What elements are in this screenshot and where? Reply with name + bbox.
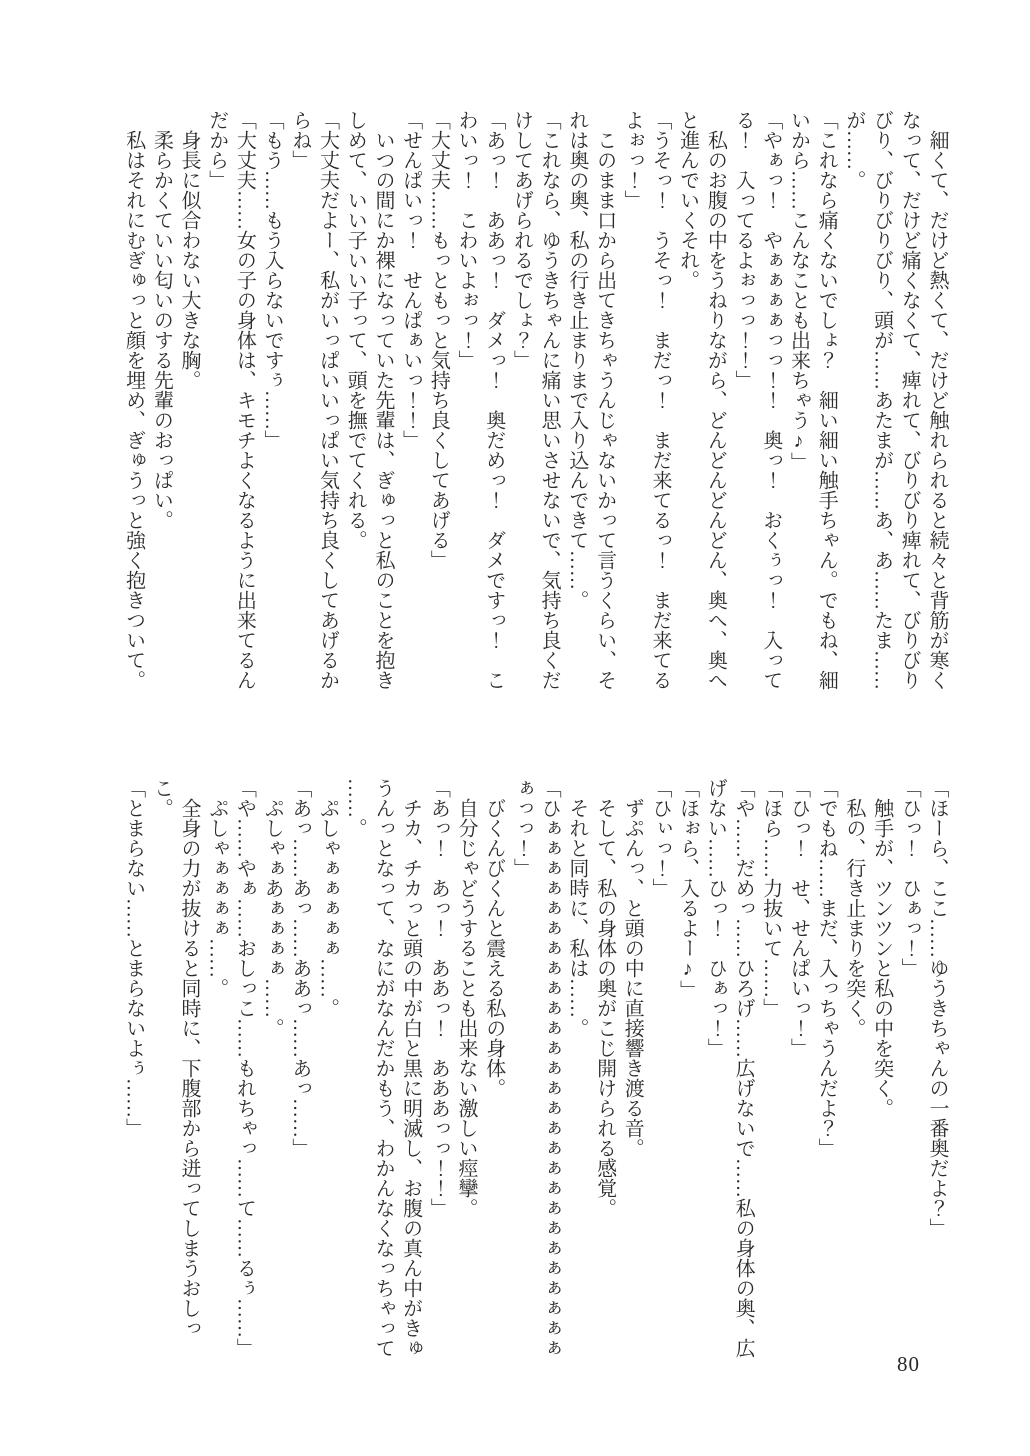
text-line: しめて、いい子いい子って、頭を撫でてくれる。 <box>344 110 367 550</box>
text-line: ぷしゃぁぁぁぁ……。 <box>205 778 228 998</box>
text-line: ぷしゃぁぁぁぁぁ……。 <box>316 778 339 1018</box>
text-line: いつの間にか裸になっていた先輩は、ぎゅっと私のことを抱き <box>371 110 394 690</box>
text-line: ぷしゃぁあぁぁぁぁ……。 <box>261 778 284 1038</box>
text-line: 柔らかくていい匂いのする先輩のおっぱい。 <box>150 110 173 530</box>
text-line: 細くて、だけど熱くて、だけど触れられると続々と背筋が寒く <box>926 110 948 690</box>
text-line: 自分じゃどうすることも出来ない激しい痙攣。 <box>455 778 478 1218</box>
text-line: 触手が、ツンツンと私の中を突く。 <box>870 778 893 1118</box>
text-line: 「でもね……まだ、入っちゃうんだよ？」 <box>815 778 838 1158</box>
text-line: ずぷんっ、と頭の中に直接響き渡る音。 <box>621 778 644 1158</box>
text-line: よぉっ！」 <box>621 110 644 210</box>
text-line: れは奥の奥、私の行き止まりまで入り込んできて……。 <box>565 110 588 610</box>
text-line: 「大丈夫……女の子の身体は、キモチよくなるように出来てるん <box>233 110 256 690</box>
page-number: 80 <box>897 1352 920 1376</box>
text-line: 「とまらない……とまらないよぅ……」 <box>122 778 145 1138</box>
text-line: うんっとなって、なにがなんだかもう、わかんなくなっちゃって <box>371 778 394 1358</box>
text-line: 「ほぉら、入るよー♪」 <box>676 778 699 1000</box>
text-line: 「あっ！ ああっ！ ダメっ！ 奥だめっ！ ダメですっ！ こ <box>482 110 505 690</box>
text-line: 「ひっ！ せ、せんぱいっ！」 <box>787 778 810 1058</box>
text-line: 「これなら痛くないでしょ？ 細い細い触手ちゃん。でもね、細 <box>815 110 838 690</box>
text-line: と進んでいくそれ。 <box>676 110 699 290</box>
text-line: らね」 <box>288 110 311 170</box>
text-block-bottom <box>119 778 950 1362</box>
text-line: 身長に似合わない大きな胸。 <box>178 110 201 390</box>
text-line: 「やぁっ！ やぁぁぁぁっっ！！ 奥っ！ おくぅっ！ 入って <box>759 110 782 690</box>
text-line: 「せんぱいっ！ せんぱぁいっ！！」 <box>399 110 422 450</box>
text-line: びり、びりびりびり、頭が……あたまが……あ、あ……たま…… <box>870 110 893 690</box>
text-line: が……。 <box>842 110 865 190</box>
text-line: びくんびくんと震える私の身体。 <box>482 778 505 1098</box>
text-line: 「あっ……あっ……ああっ……あっ……」 <box>288 778 311 1158</box>
text-line: 私はそれにむぎゅっと顔を埋め、ぎゅうっと強く抱きついて。 <box>122 110 145 690</box>
text-line: チカ、チカっと頭の中が白と黒に明滅し、お腹の真ん中がきゅ <box>399 778 422 1358</box>
text-line: このまま口から出てきちゃうんじゃないかって言うくらい、そ <box>593 110 616 690</box>
text-line: 「あっ！ あっ！ ああっ！ あああっっ！！」 <box>427 778 450 1218</box>
text-line: げない……ひっ！ ひぁっ！」 <box>704 778 727 1058</box>
text-line: 「ほら……力抜いて……」 <box>759 778 782 1018</box>
text-line: 「ひぁぁぁぁぁぁぁぁぁぁぁぁぁぁぁぁぁぁぁぁぁぁぁぁぁぁぁ <box>538 778 561 1358</box>
text-line: 「ひっ！ ひぁっ！」 <box>898 778 921 978</box>
text-line: る！ 入ってるよぉっっ！！」 <box>732 110 755 390</box>
text-line: 私のお腹の中をうねりながら、どんどんどんどん、奥へ、奥へ <box>704 110 727 690</box>
text-line: 「や……やぁ……おしっこ……もれちゃっ……て……るぅ……」 <box>233 778 256 1358</box>
text-line: それと同時に、私は……。 <box>565 778 588 1038</box>
text-line: ……。 <box>344 778 367 838</box>
text-line: 「や……だめっ……ひろげ……広げないで……私の身体の奥、広 <box>732 778 755 1358</box>
text-block-top <box>119 110 950 694</box>
text-line: ぁっっ！」 <box>510 778 533 878</box>
text-line: 全身の力が抜けると同時に、下腹部から迸ってしまうおしっ <box>178 778 201 1338</box>
text-line: なって、だけど痛くなくて、痺れて、びりびり痺れて、びりびり <box>898 110 921 690</box>
text-line: けしてあげられるでしょ？」 <box>510 110 533 370</box>
text-line: 「ほーら、ここ……ゆうきちゃんの一番奥だよ？」 <box>926 778 948 1238</box>
text-line: わいっ！ こわいよぉっ！」 <box>455 110 478 370</box>
text-line: 「ひぃっ！」 <box>648 778 671 898</box>
text-line: 「これなら、ゆうきちゃんに痛い思いさせないで、気持ち良くだ <box>538 110 561 690</box>
text-line: 「もう……もう入らないですぅ……」 <box>261 110 284 450</box>
text-line: 私の、行き止まりを突く。 <box>842 778 865 1038</box>
text-line: 「大丈夫だよー、私がいっぱいいっぱい気持ち良くしてあげるか <box>316 110 339 690</box>
text-line: そして、私の身体の奥がこじ開けられる感覚。 <box>593 778 616 1218</box>
text-line: 「大丈夫……もっともっと気持ち良くしてあげる」 <box>427 110 450 570</box>
text-line: いから……こんなことも出来ちゃう♪」 <box>787 110 810 472</box>
text-line: だから」 <box>205 110 228 190</box>
text-line: こ。 <box>150 778 173 818</box>
text-line: 「うそっ！ うそっ！ まだっ！ まだ来てるっ！ まだ来てる <box>648 110 671 690</box>
